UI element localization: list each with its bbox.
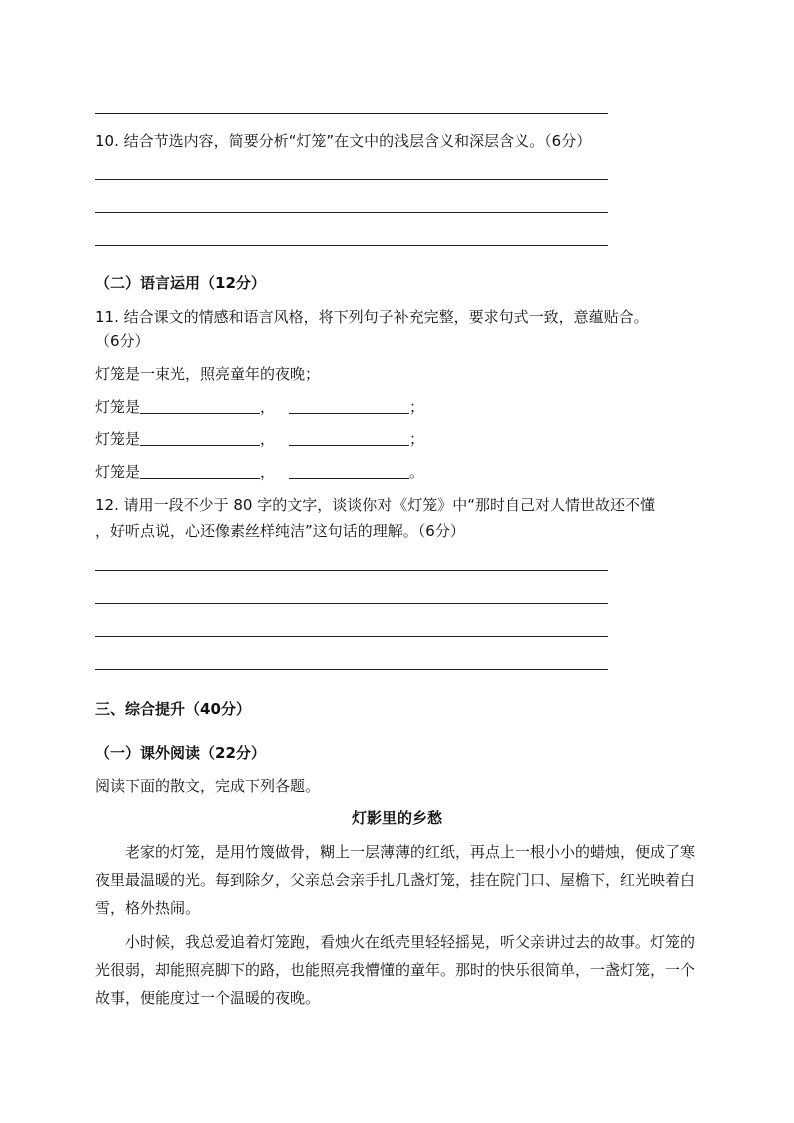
- question-11-example: 灯笼是一束光，照亮童年的夜晚；: [95, 365, 321, 383]
- fill-in-row: [95, 397, 424, 417]
- fill-end: ；: [409, 398, 425, 416]
- essay-paragraph: 老家的灯笼，是用竹篾做骨，糊上一层薄薄的红纸，再点上一根小小的蜡烛，便成了寒夜里最温暖的光。每到除夕，父亲总会亲手扎几盏灯笼，挂在院门口、屋檐下，红光映着白雪，格外热闹。: [95, 843, 696, 917]
- fill-in-row: [95, 462, 424, 482]
- fill-blank[interactable]: [289, 431, 409, 446]
- question-10: 10. 结合节选内容，简要分析“灯笼”在文中的浅层含义和深层含义。（6分）: [95, 132, 592, 150]
- fill-prefix: 灯笼是: [95, 463, 141, 481]
- fill-comma: ，: [260, 463, 276, 481]
- answer-line[interactable]: [95, 113, 608, 114]
- reading-instruction: 阅读下面的散文，完成下列各题。: [95, 777, 321, 795]
- answer-line[interactable]: [95, 179, 608, 180]
- answer-line[interactable]: [95, 669, 608, 670]
- fill-blank[interactable]: [140, 431, 260, 446]
- question-12-line2: ，好听点说，心还像素丝样纯洁”这句话的理解。（6分）: [95, 522, 465, 540]
- section-heading-reading: （一）课外阅读（22分）: [95, 744, 266, 762]
- fill-blank[interactable]: [289, 464, 409, 479]
- question-11-line2: （6分）: [95, 332, 150, 350]
- fill-end: ；: [409, 430, 425, 448]
- fill-comma: ，: [260, 398, 276, 416]
- answer-line[interactable]: [95, 245, 608, 246]
- part-heading-comprehensive: 三、综合提升（40分）: [95, 700, 251, 718]
- fill-end: 。: [409, 463, 425, 481]
- fill-blank[interactable]: [289, 399, 409, 414]
- fill-comma: ，: [260, 430, 276, 448]
- answer-line[interactable]: [95, 212, 608, 213]
- answer-line[interactable]: [95, 603, 608, 604]
- question-12-line1: 12. 请用一段不少于 80 字的文字，谈谈你对《灯笼》中“那时自己对人情世故还不懂: [95, 496, 656, 514]
- answer-line[interactable]: [95, 636, 608, 637]
- fill-blank[interactable]: [140, 464, 260, 479]
- essay-body: [95, 838, 695, 1012]
- answer-line[interactable]: [95, 570, 608, 571]
- fill-blank[interactable]: [140, 399, 260, 414]
- fill-in-row: [95, 429, 424, 449]
- question-11-line1: 11. 结合课文的情感和语言风格，将下列句子补充完整，要求句式一致，意蕴贴合。: [95, 308, 649, 326]
- section-heading-language: （二）语言运用（12分）: [95, 274, 266, 292]
- fill-prefix: 灯笼是: [95, 430, 141, 448]
- essay-title: 灯影里的乡愁: [351, 809, 442, 827]
- fill-prefix: 灯笼是: [95, 398, 141, 416]
- essay-paragraph: 小时候，我总爱追着灯笼跑，看烛火在纸壳里轻轻摇晃，听父亲讲过去的故事。灯笼的光很弱，却能照亮脚下的路，也能照亮我懵懂的童年。那时的快乐很简单，一盏灯笼，一个故事，便能度过一个温暖的夜晚。: [95, 933, 696, 1007]
